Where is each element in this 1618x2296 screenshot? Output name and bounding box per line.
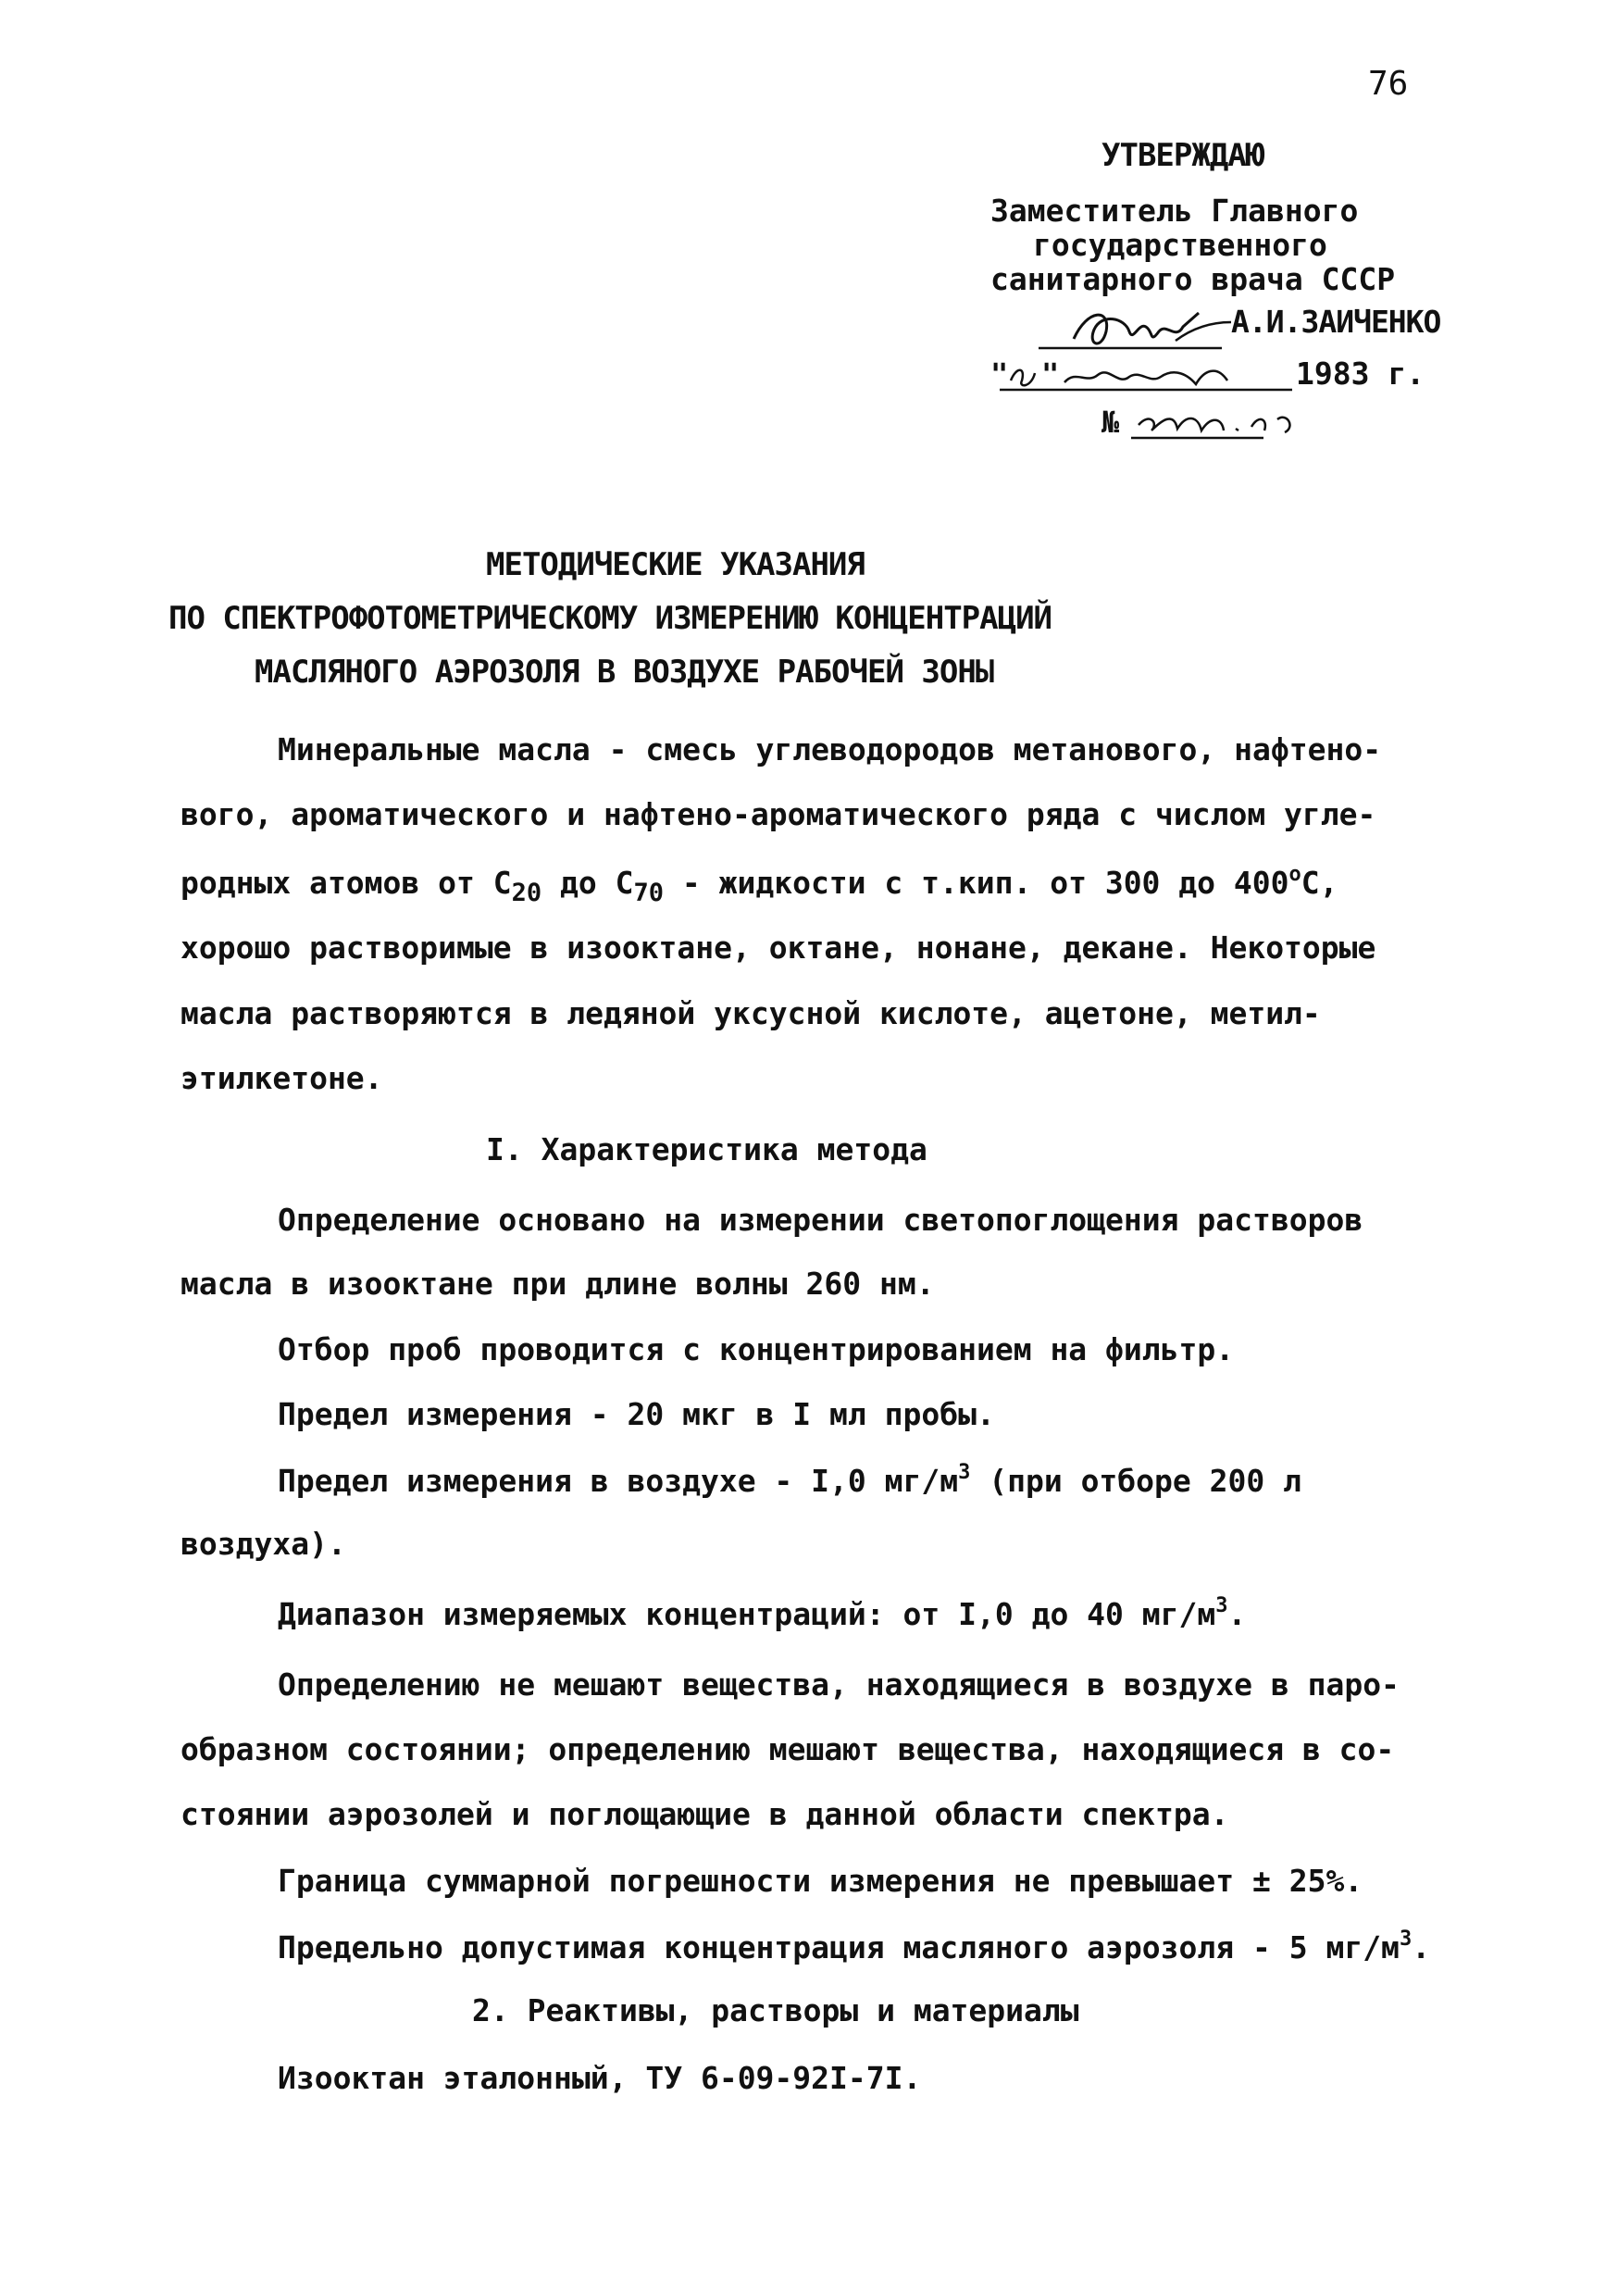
intro-line-3-part-a: родных атомов от С	[180, 865, 512, 901]
section-2-heading: 2. Реактивы, растворы и материалы	[472, 1992, 1079, 2028]
intro-line-3-part-c: - жидкости с т.кип. от 300 до 400	[664, 865, 1289, 901]
section-1-heading: I. Характеристика метода	[486, 1131, 927, 1167]
intro-line-3-part-d: С,	[1301, 865, 1338, 901]
section-1-p8	[278, 1928, 1430, 1965]
intro-line-5: масла растворяются в ледяной уксусной кислоте, ацетоне, метил-	[180, 995, 1321, 1031]
approver-position-line-2: государственного	[1033, 227, 1327, 263]
section-1-p6-line-2: образном состоянии; определению мешают вещества, находящиеся в со-	[180, 1731, 1395, 1767]
section-2-p1: Изооктан эталонный, ТУ 6-09-92I-7I.	[278, 2060, 922, 2096]
cubic-superscript: 3	[1399, 1928, 1413, 1951]
section-1-p3: Предел измерения - 20 мкг в I мл пробы.	[278, 1396, 995, 1432]
carbon-subscript-20: 20	[511, 879, 542, 907]
svg-text:": "	[1041, 356, 1060, 392]
intro-line-3	[180, 863, 1338, 907]
title-line-1: МЕТОДИЧЕСКИЕ УКАЗАНИЯ	[486, 546, 865, 583]
page-number: 76	[1368, 65, 1409, 103]
intro-line-2: вого, ароматического и нафтено-ароматического ряда с числом угле-	[180, 796, 1376, 832]
handwritten-date	[990, 353, 1509, 399]
intro-line-6: этилкетоне.	[180, 1060, 383, 1096]
title-line-3: МАСЛЯНОГО АЭРОЗОЛЯ В ВОЗДУХЕ РАБОЧЕЙ ЗОНЫ	[255, 654, 994, 691]
section-1-p7: Граница суммарной погрешности измерения не превышает ± 25%.	[278, 1863, 1363, 1899]
intro-line-1: Минеральные масла - смесь углеводородов метанового, нафтено-	[278, 731, 1382, 767]
carbon-subscript-70: 70	[633, 879, 664, 907]
section-1-p4-line-2: воздуха).	[180, 1526, 346, 1562]
section-1-p1-line-1: Определение основано на измерении светопоглощения растворов	[278, 1202, 1363, 1238]
section-1-p5-part-a: Диапазон измеряемых концентраций: от I,0 до 40 мг/м	[278, 1596, 1216, 1632]
section-1-p1-line-2: масла в изооктане при длине волны 260 нм.	[180, 1266, 935, 1302]
svg-text:": "	[990, 356, 1009, 392]
section-1-p4-part-a: Предел измерения в воздухе - I,0 мг/м	[278, 1463, 959, 1499]
approver-position-line-3: санитарного врача СССР	[990, 261, 1396, 297]
approval-year: 1983 г.	[1296, 356, 1425, 392]
signer-name: А.И.ЗАИЧЕНКО	[1231, 304, 1441, 340]
section-1-p6-line-3: стоянии аэрозолей и поглощающие в данной области спектра.	[180, 1796, 1229, 1832]
section-1-p4-part-b: (при отборе 200 л	[970, 1463, 1301, 1499]
intro-line-3-part-b: до С	[541, 865, 634, 901]
svg-text:№: №	[1101, 405, 1120, 440]
section-1-p2: Отбор проб проводится с концентрированием на фильтр.	[278, 1331, 1235, 1367]
section-1-p4-line-1	[278, 1461, 1301, 1499]
section-1-p8-part-b: .	[1412, 1929, 1431, 1965]
cubic-superscript: 3	[1215, 1594, 1228, 1617]
section-1-p5	[278, 1594, 1246, 1632]
cubic-superscript: 3	[958, 1461, 971, 1484]
section-1-p6-line-1: Определению не мешают вещества, находящиеся в воздухе в паро-	[278, 1666, 1400, 1703]
approval-heading: УТВЕРЖДАЮ	[1101, 137, 1264, 174]
title-line-2: ПО СПЕКТРОФОТОМЕТРИЧЕСКОМУ ИЗМЕРЕНИЮ КОНЦЕНТРАЦИЙ	[168, 600, 1052, 637]
section-1-p8-part-a: Предельно допустимая концентрация масляного аэрозоля - 5 мг/м	[278, 1929, 1400, 1965]
handwritten-registration-number	[1101, 399, 1342, 445]
intro-line-4: хорошо растворимые в изооктане, октане, нонане, декане. Некоторые	[180, 930, 1376, 966]
section-1-p5-part-b: .	[1227, 1596, 1247, 1632]
degree-superscript: о	[1288, 863, 1301, 886]
approver-position-line-1: Заместитель Главного	[990, 193, 1359, 229]
